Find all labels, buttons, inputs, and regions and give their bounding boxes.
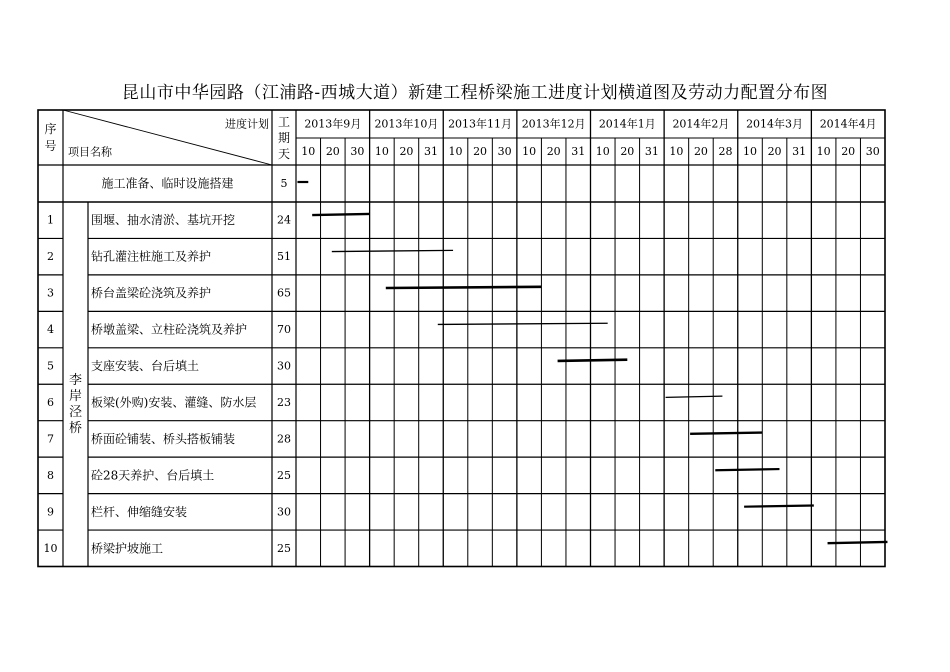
task-days: 25 — [277, 541, 291, 555]
header-seq-label: 序 — [44, 122, 57, 136]
page-title: 昆山市中华园路（江浦路-西城大道）新建工程桥梁施工进度计划横道图及劳动力配置分布图 — [121, 83, 829, 103]
schedule-bar — [312, 214, 369, 215]
schedule-bar — [690, 433, 762, 434]
task-days: 28 — [277, 432, 291, 446]
month-label: 2014年4月 — [819, 117, 877, 131]
month-label: 2013年9月 — [304, 117, 362, 131]
task-days: 30 — [277, 359, 291, 373]
day-label: 10 — [669, 145, 684, 158]
header-days-label: 期 — [277, 131, 291, 145]
task-name: 桥面砼铺装、桥头搭板铺装 — [91, 431, 236, 446]
task-seq: 6 — [47, 395, 54, 409]
month-label: 2013年11月 — [448, 117, 513, 131]
day-label: 10 — [448, 145, 463, 158]
schedule-bar — [715, 469, 779, 470]
header-days-label: 工 — [277, 115, 291, 129]
task-name: 围堰、抽水清淤、基坑开挖 — [91, 213, 236, 228]
group-label: 桥 — [68, 420, 83, 436]
task-seq: 2 — [47, 250, 54, 264]
month-label: 2014年1月 — [598, 117, 656, 131]
day-label: 20 — [767, 145, 782, 158]
group-label: 泾 — [68, 404, 83, 420]
schedule-bar — [744, 506, 814, 507]
day-label: 10 — [595, 145, 610, 158]
day-label: 10 — [374, 145, 389, 158]
task-days: 5 — [280, 177, 288, 190]
day-label: 20 — [473, 145, 488, 158]
schedule-bar — [666, 396, 723, 397]
header-days-label: 天 — [277, 147, 291, 161]
task-name: 栏杆、伸缩缝安装 — [91, 504, 188, 519]
day-label: 20 — [620, 145, 635, 158]
task-name: 施工准备、临时设施搭建 — [101, 176, 234, 191]
task-days: 70 — [277, 323, 291, 337]
task-seq: 4 — [47, 323, 54, 337]
task-seq: 8 — [47, 468, 54, 482]
task-seq: 7 — [47, 432, 54, 446]
month-label: 2014年3月 — [746, 117, 804, 131]
day-label: 20 — [399, 145, 414, 158]
day-label: 30 — [497, 145, 512, 158]
day-label: 10 — [301, 145, 316, 158]
day-label: 20 — [693, 145, 708, 158]
task-seq: 10 — [43, 541, 58, 555]
task-seq: 5 — [47, 359, 54, 373]
group-label: 李 — [68, 372, 83, 388]
task-name: 板梁(外购)安装、灌缝、防水层 — [91, 395, 257, 410]
month-label: 2013年12月 — [521, 117, 586, 131]
month-label: 2014年2月 — [672, 117, 730, 131]
task-name: 桥墩盖梁、立柱砼浇筑及养护 — [91, 322, 248, 337]
header-item-label: 项目名称 — [68, 145, 112, 159]
schedule-bar — [332, 250, 453, 251]
day-label: 31 — [792, 145, 807, 158]
day-label: 10 — [522, 145, 537, 158]
task-seq: 1 — [47, 213, 54, 227]
day-label: 20 — [841, 145, 856, 158]
task-days: 25 — [277, 468, 291, 482]
task-name: 支座安装、台后填土 — [91, 359, 200, 374]
day-label: 10 — [816, 145, 831, 158]
task-name: 桥梁护坡施工 — [91, 541, 164, 556]
task-name: 砼28天养护、台后填土 — [91, 468, 215, 483]
day-label: 10 — [743, 145, 758, 158]
day-label: 20 — [546, 145, 561, 158]
day-label: 20 — [325, 145, 340, 158]
task-days: 30 — [277, 505, 291, 519]
day-label: 30 — [350, 145, 365, 158]
day-label: 30 — [865, 145, 880, 158]
header-progress-label: 进度计划 — [225, 117, 269, 131]
day-label: 31 — [644, 145, 659, 158]
schedule-bar — [438, 323, 608, 324]
task-seq: 3 — [47, 286, 54, 300]
day-label: 31 — [571, 145, 586, 158]
task-days: 65 — [277, 286, 291, 300]
month-label: 2013年10月 — [374, 117, 439, 131]
schedule-bar — [386, 287, 542, 288]
day-label: 28 — [718, 145, 733, 158]
group-label: 岸 — [68, 388, 83, 404]
task-days: 24 — [277, 213, 291, 227]
task-name: 桥台盖梁砼浇筑及养护 — [91, 286, 212, 301]
day-label: 31 — [423, 145, 438, 158]
task-name: 钻孔灌注桩施工及养护 — [91, 249, 212, 264]
task-days: 23 — [277, 395, 291, 409]
schedule-bar — [558, 360, 628, 361]
task-days: 51 — [277, 250, 291, 264]
task-seq: 9 — [47, 505, 54, 519]
header-seq-label: 号 — [44, 139, 57, 153]
schedule-bar — [828, 542, 888, 543]
